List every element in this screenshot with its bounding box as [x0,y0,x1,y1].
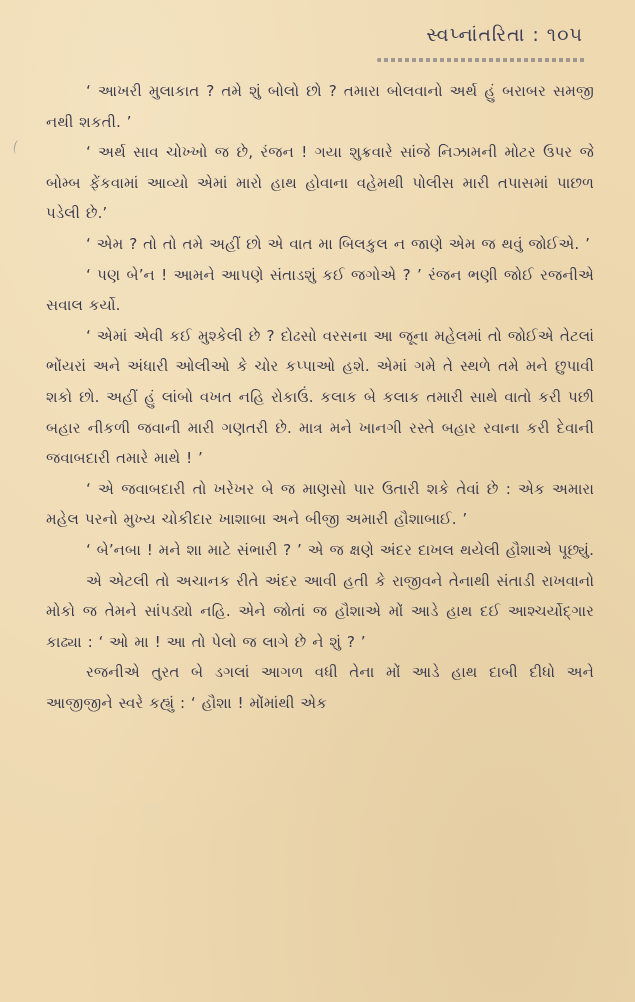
paragraph: ‘ અર્થ સાવ ચોખ્ખો જ છે, રંજન ! ગયા શુક્રવારે સાંજે નિઝામની મોટર ઉપર જે બોમ્બ ફેંકવામાં આવ્યો એમાં મારો હાથ હોવાના વહેમથી પોલીસ મારી તપાસમાં પાછળ પડેલી છે.’ [46,143,594,223]
paragraph: ‘ બે’નબા ! મને શા માટે સંભારી ? ’ એ જ ક્ષણે અંદર દાખલ થયેલી હૌશાએ પૂછ્યું. [86,540,594,559]
paragraph: રજનીએ તુરત બે ડગલાં આગળ વધી તેના મોં આડે હાથ દાબી દીધો અને આજીજીને સ્વરે કહ્યું : ‘ હૌશા ! મોંમાંથી એક [46,663,594,712]
paragraph: ‘ એમ ? તો તો તમે અહીં છો એ વાત મા બિલકુલ ન જાણે એમ જ થવું જોઈએ. ’ [86,234,590,253]
paragraph: ‘ પણ બે’ન ! આમને આપણે સંતાડશું કઈ જગોએ ? ’ રંજન ભણી જોઈ રજનીએ સવાલ કર્યો. [46,265,594,315]
paragraph: ‘ એ જવાબદારી તો ખરેખર બે જ માણસો પાર ઉતારી શકે તેવાં છે : એક અમારા મહેલ પરનો મુખ્ય ચોકીદાર ખાશાબા અને બીજી અમારી હૌશાબાઈ. ’ [46,479,594,529]
paragraph: એ એટલી તો અચાનક રીતે અંદર આવી હતી કે રાજીવને તેનાથી સંતાડી રાખવાનો મોકો જ તેમને સાંપડ્યો નહિ. એને જોતાં જ હૌશાએ મોં આડે હાથ દઈ આશ્ચર્યોદ્ગાર કાઢ્યા : ‘ ઓ મા ! આ તો પેલો જ લાગે છે ને શું ? ’ [46,571,594,651]
header-wavy-rule [377,58,587,62]
paragraph: ‘ એમાં એવી કઈ મુશ્કેલી છે ? દોઢસો વરસના આ જૂના મહેલમાં તો જોઈએ તેટલાં ભોંયરાં અને અંધારી ઓલીઓ કે ચોર કપ્પાઓ હશે. એમાં ગમે તે સ્થળે તમે મને છુપાવી શકો છો. અહીં હું લાંબો વખત નહિ રોકાઉં. કલાક બે કલાક તમારી સાથે વાતો કરી પછી બહાર નીકળી જવાની મારી ગણતરી છે. માત્ર મને ખાનગી રસ્તે બહાર રવાના કરી દેવાની જવાબદારી તમારે માથે ! ’ [46,326,594,468]
margin-pencil-mark [13,139,23,154]
body-text [46,76,594,718]
paragraph: ‘ આખરી મુલાકાત ? તમે શું બોલો છો ? તમારા બોલવાનો અર્થ હું બરાબર સમજી નથી શકતી. ’ [46,82,594,131]
running-head: સ્વપ્નાંતરિતા : ૧૦૫ [426,24,583,46]
